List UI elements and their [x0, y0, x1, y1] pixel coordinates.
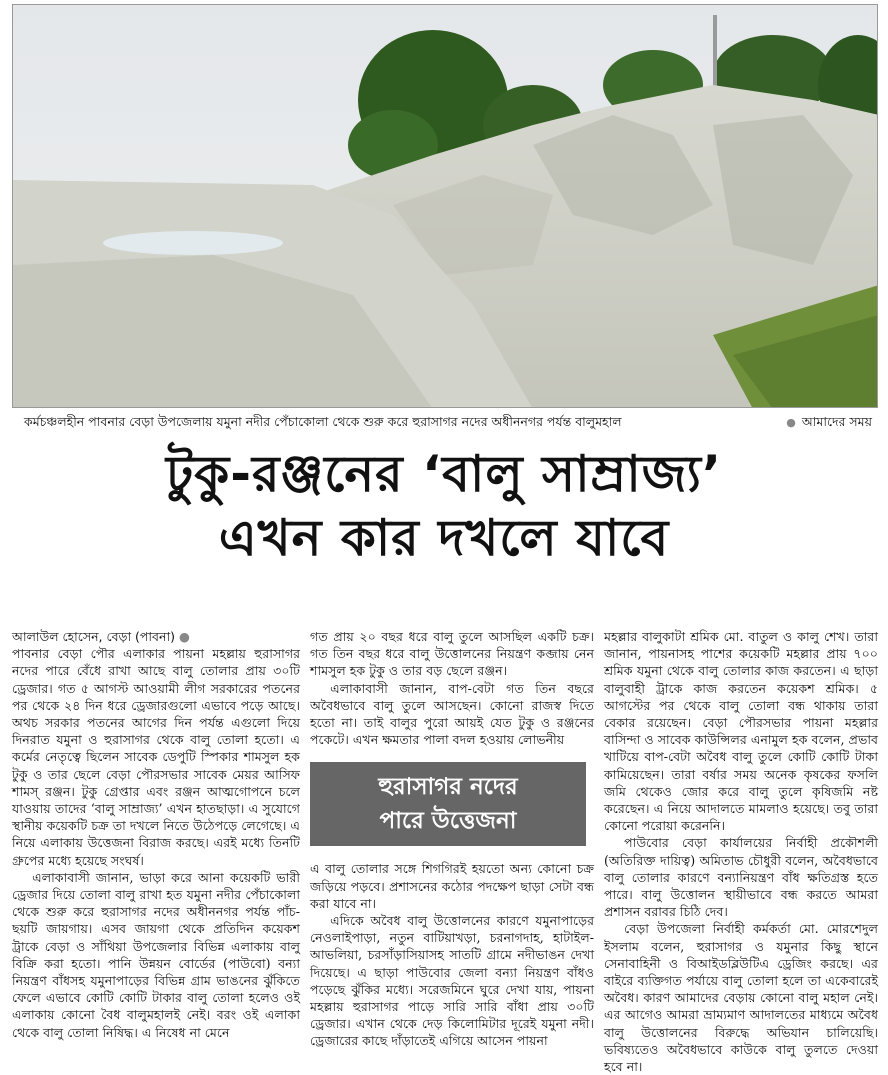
pull-quote [310, 762, 586, 846]
news-photo [12, 4, 878, 408]
photo-caption: কর্মচঞ্চলহীন পাবনার বেড়া উপজেলায় যমুনা নদীর পেঁচাকোলা থেকে শুরু করে হুরাসাগর নদের অধীননগর পর্যন্ত বালুমহাল [24, 414, 622, 429]
photo-credit: ● আমাদের সময় [786, 410, 872, 435]
pull-quote-line-2: পারে উত্তেজনা [379, 808, 517, 835]
byline-dot-icon: ● [178, 629, 190, 644]
paragraph: বেড়া উপজেলা নির্বাহী কর্মকর্তা মো. মোরশেদুল ইসলাম বলেন, হুরাসাগর ও যমুনার কিছু স্থানে সেনাবাহিনী ও বিআইডব্লিউটিএ ড্রেজিং করছে। এর বাইরে ব্যক্তিগত পর্যায়ে বালু তোলা হলে তা একেবারেই অবৈধ। কারণ আমাদের বেড়ায় কোনো বালু মহাল নেই। এর আগেও আমরা ভ্রাম্যমাণ আদালতের মাধ্যমে অবৈধ বালু উত্তোলনের বিরুদ্ধে অভিযান চালিয়েছি। ভবিষ্যতেও অবৈধভাবে কাউকে বালু তুলতে দেওয়া হবে না। [604, 921, 878, 1075]
paragraph: মহল্লার বালুকাটা শ্রমিক মো. বাতুল ও কালু শেখ। তারা জানান, পায়নাসহ পাশের কয়েকটি মহল্লার প্রায় ৭০০ শ্রমিক যমুনা থেকে বালু তোলার কাজ করতেন। এ ছাড়া বালুবাহী ট্রাকে কাজ করতেন কয়েকশ শ্রমিক। ৫ আগস্টের পর থেকে বালু তোলা বন্ধ থাকায় তারা বেকার রয়েছেন। বেড়া পৌরসভার পায়না মহল্লার বাসিন্দা ও সাবেক কাউন্সিলর এনামুল হক বলেন, প্রভাব খাটিয়ে বাপ-বেটা অবৈধ বালু তুলে কোটি কোটি টাকা কামিয়েছেন। তারা বর্ষার সময় অনেক কৃষকের ফসলি জমি থেকেও জোর করে বালু তুলে কৃষিজমি নষ্ট করেছেন। এ নিয়ে আদালতে মামলাও হয়েছে। তবু তারা কোনো পরোয়া করেননি। [604, 629, 878, 834]
byline-text: আলাউল হোসেন, বেড়া (পাবনা) [12, 629, 175, 644]
paragraph: এলাকাবাসী জানান, বাপ-বেটা গত তিন বছরে অবৈধভাবে বালু তুলে আসছেন। কোনো রাজস্ব দিতে হতো না। তাই বালুর পুরো আয়ই যেত টুকু ও রঞ্জনের পকেটে। এখন ক্ষমতার পালা বদল হওয়ায় লোভনীয় [310, 680, 594, 748]
pull-quote-line-1: হুরাসাগর নদের [378, 774, 518, 801]
paragraph: এদিকে অবৈধ বালু উত্তোলনের কারণে যমুনাপাড়ের নেওলাইপাড়া, নতুন বাটিয়াখড়া, চরনাগদাহ, হাটাইল-আভলিয়া, চরসাঁড়াসিয়াসহ সাতটি গ্রামে নদীভাঙন দেখা দিয়েছে। এ ছাড়া পাউবোর জেলা বন্যা নিয়ন্ত্রণ বাঁধও পড়েছে ঝুঁকির মধ্যে। সরেজমিনে ঘুরে দেখা যায়, পায়না মহল্লায় হুরাসাগর পাড়ে সারি সারি বাঁধা প্রায় ৩০টি ড্রেজার। এখান থেকে দেড় কিলোমিটার দূরেই যমুনা নদী। ড্রেজারের কাছে দাঁড়াতেই এগিয়ে আসেন পায়না [310, 913, 594, 1049]
photo-caption-row [12, 410, 878, 434]
headline [0, 442, 888, 570]
headline-line-2: এখন কার দখলে যাবে [218, 509, 670, 567]
riverbank-sand-photo-icon [13, 5, 878, 408]
paragraph: এ বালু তোলার সঙ্গে শিগগিরই হয়তো অন্য কোনো চক্র জড়িয়ে পড়বে। প্রশাসনের কঠোর পদক্ষেপ ছাড়া সেটা বন্ধ করা যাবে না। [310, 861, 594, 911]
article-column-2 [310, 628, 594, 1050]
paragraph: পাবনার বেড়া পৌর এলাকার পায়না মহল্লায় হুরাসাগর নদের পারে বেঁধে রাখা আছে বালু তোলার প্রায় ৩০টি ড্রেজার। গত ৫ আগস্ট আওয়ামী লীগ সরকারের পতনের পর থেকে ২৪ দিন ধরে ড্রেজারগুলো এভাবে পড়ে আছে। অথচ সরকার পতনের আগের দিন পর্যন্ত এগুলো দিয়ে দিনরাত যমুনা ও হুরাসাগর থেকে বালু তোলা হতো। এ কর্মের নেতৃত্বে ছিলেন সাবেক ডেপুটি স্পিকার শামসুল হক টুকু ও তার ছেলে বেড়া পৌরসভার সাবেক মেয়র আসিফ শামস্ রঞ্জন। টুকু গ্রেপ্তার এবং রঞ্জন আত্মগোপনে চলে যাওয়ায় তাদের ‘বালু সাম্রাজ্য’ এখন হাতছাড়া। এ সুযোগে স্থানীয় কয়েকটি চক্র তা দখলে নিতে উঠেপড়ে লেগেছে। এ নিয়ে এলাকায় উত্তেজনা বিরাজ করছে। এরই মধ্যে তিনটি গ্রুপের মধ্যে হয়েছে সংঘর্ষ। [12, 646, 300, 868]
byline [12, 628, 300, 645]
article-column-1 [12, 628, 300, 1041]
article-column-3 [604, 628, 878, 1075]
paragraph: এলাকাবাসী জানান, ভাড়া করে আনা কয়েকটি ভারী ড্রেজার দিয়ে তোলা বালু রাখা হত যমুনা নদীর পেঁচাকোলা থেকে শুরু করে হুরাসাগর নদের অধীননগর পর্যন্ত পাঁচ-ছয়টি জায়গায়। এসব জায়গা থেকে প্রতিদিন কয়েকশ ট্রাকে বেড়া ও সাঁথিয়া উপজেলার বিভিন্ন এলাকায় বালু বিক্রি করা হতো। পানি উন্নয়ন বোর্ডের (পাউবো) বন্যা নিয়ন্ত্রণ বাঁধসহ যমুনাপাড়ের বিভিন্ন গ্রাম ভাঙনের ঝুঁকিতে ফেলে এভাবে কোটি কোটি টাকার বালু তোলা হলেও ওই এলাকায় কোনো বৈধ বালুমহালই নেই। বরং ওই এলাকা থেকে বালু তোলা নিষিদ্ধ। এ নিষেধ না মেনে [12, 869, 300, 1040]
paragraph: গত প্রায় ২০ বছর ধরে বালু তুলে আসছিল একটি চক্র। গত তিন বছর ধরে বালু উত্তোলনের নিয়ন্ত্রণ কব্জায় নেন শামসুল হক টুকু ও তার বড় ছেলে রঞ্জন। [310, 629, 594, 679]
paragraph: পাউবোর বেড়া কার্যালয়ের নির্বাহী প্রকৌশলী (অতিরিক্ত দায়িত্ব) অমিতাভ চৌধুরী বলেন, অবৈধভাবে বালু তোলার কারণে বন্যানিয়ন্ত্রণ বাঁধ ক্ষতিগ্রস্ত হতে পারে। বালু উত্তোলন স্থায়ীভাবে বন্ধ করতে আমরা প্রশাসন বরাবর চিঠি দেব। [604, 835, 878, 920]
headline-line-1: টুকু-রঞ্জনের ‘বালু সাম্রাজ্য’ [166, 445, 722, 503]
